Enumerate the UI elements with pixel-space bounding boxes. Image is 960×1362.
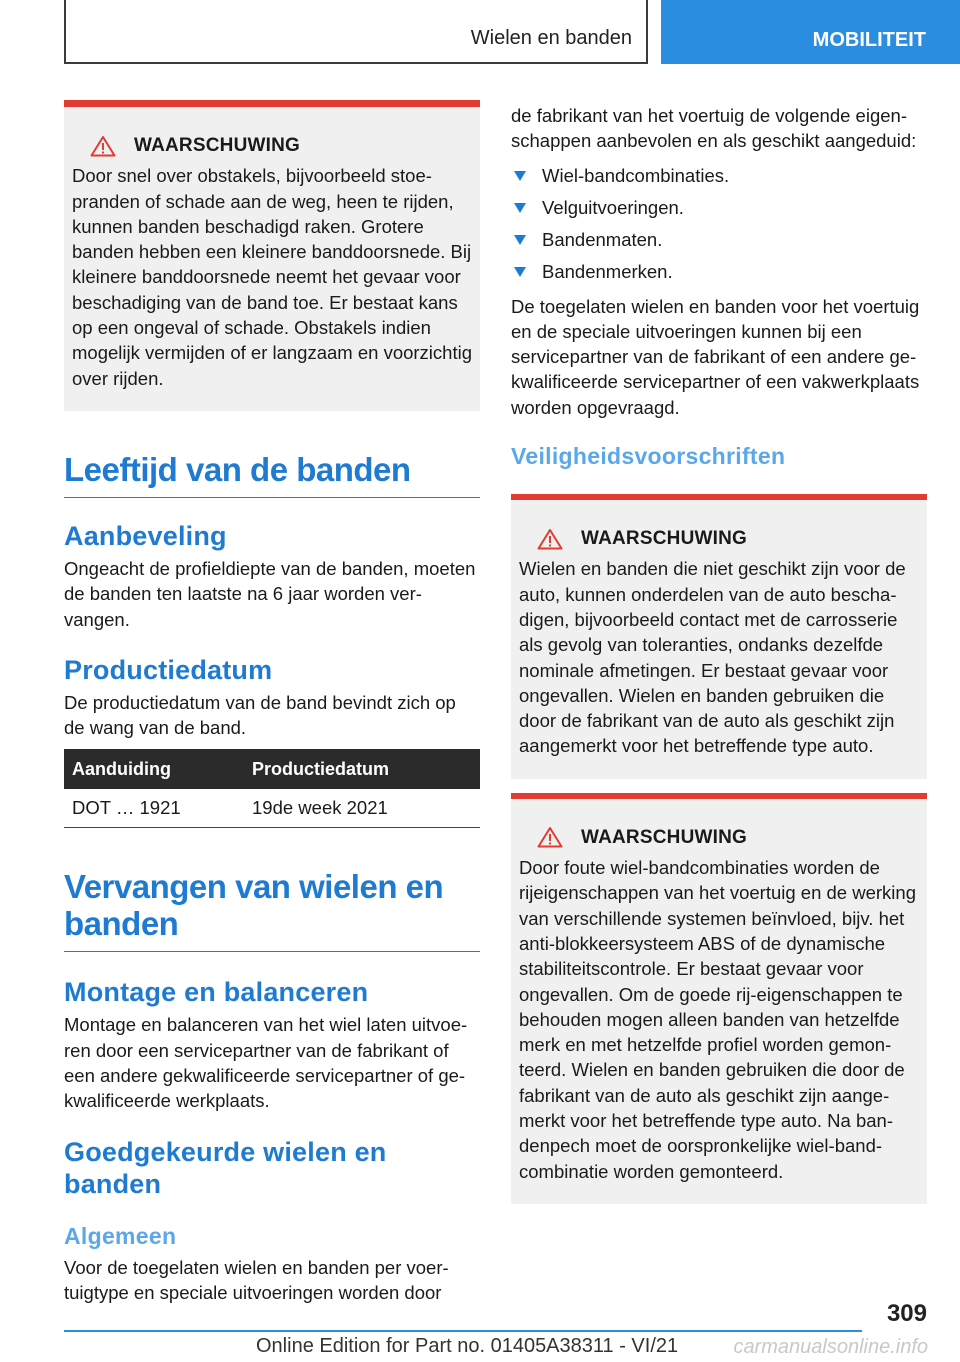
triangle-bullet-icon [514, 171, 526, 181]
triangle-bullet-icon [514, 203, 526, 213]
warning-triangle-icon [90, 135, 116, 157]
right-column [511, 103, 927, 1204]
section-title-replacement: Vervangen van wielen en banden [64, 868, 480, 952]
recommendation-text: Ongeacht de profieldiepte van de banden, moeten de banden ten laatste na 6 jaar worden vervangen. [64, 557, 476, 630]
watermark-text: carmanualsonline.info [733, 1336, 928, 1358]
mounting-text: Montage en balanceren van het wiel laten uitvoeren door een servicepartner van de fabrikant of een andere gekwalificeerde servicepartner of gekwalificeerde werkplaats. [64, 1014, 468, 1112]
warning-triangle-icon [537, 826, 563, 848]
triangle-bullet-icon [514, 267, 526, 277]
warning-text: Wielen en banden die niet geschikt zijn voor de auto, kunnen onderdelen van de auto beschadigen, bijvoorbeeld contact met de carrosserie als gevolg van toleranties, ondanks dezelfde nominale afmetingen. Er bestaat gevaar voor ongevallen. Wielen en banden gebruiken die door de fabrikant van de auto als geschikt zijn aangemerkt voor het betreffende type auto. [519, 558, 906, 757]
table-header-cell: Productiedatum [244, 749, 480, 789]
warning-box [64, 100, 480, 411]
page-number: 309 [886, 1300, 927, 1327]
production-date-table [64, 749, 480, 828]
warning-text: Door snel over obstakels, bijvoorbeeld stoepranden of schade aan de weg, heen te rijden, kunnen banden beschadigd raken. Grotere banden hebben een kleinere banddoorsnede. Bij kleinere banddoorsnede neemt het gevaar voor beschadiging van de band toe. Er bestaat kans op een ongeval of schade. Obstakels indien mogelijk vermijden of er langzaam en voorzichtig over rijden. [72, 165, 472, 389]
warning-title: WAARSCHUWING [581, 826, 747, 848]
header-chapter-title: MOBILITEIT [812, 29, 926, 51]
table-cell: 19de week 2021 [244, 789, 480, 828]
warning-box [511, 793, 927, 1204]
list-item: Wiel-bandcombinaties. [511, 160, 927, 192]
table-cell: DOT … 1921 [64, 789, 244, 828]
intro-text: de fabrikant van het voertuig de volgende eigenschappen aanbevolen en als geschikt aangeduid: [511, 105, 917, 152]
table-header-cell: Aanduiding [64, 749, 244, 789]
table-row [64, 789, 480, 828]
warning-title: WAARSCHUWING [134, 135, 300, 156]
triangle-bullet-icon [514, 235, 526, 245]
header-section-title: Wielen en banden [470, 27, 632, 49]
warning-title: WAARSCHUWING [581, 528, 747, 550]
list-item: Velguitvoeringen. [511, 192, 927, 224]
list-item: Bandenmerken. [511, 256, 927, 288]
property-list [511, 160, 927, 288]
subsection-title-safety: Veiligheidsvoorschriften [511, 443, 786, 470]
footer-edition-text: Online Edition for Part no. 01405A38311 - VI/21 [256, 1335, 679, 1357]
production-date-text: De productiedatum van de band bevindt zich op de wang van de band. [64, 691, 456, 739]
section-title-tire-age: Leeftijd van de banden [64, 451, 480, 498]
subsection-title-approved: Goedgekeurde wielen en banden [64, 1136, 387, 1199]
list-item: Bandenmaten. [511, 224, 927, 256]
footer-divider [64, 1330, 862, 1332]
subsection-title-recommendation: Aanbeveling [64, 520, 227, 551]
warning-text: Door foute wiel-bandcombinaties worden de rijeigenschappen van het voertuig en de werking van verschillende systemen beïnvloed, bijv. het anti-blokkeersysteem ABS of de dynamische stabiliteitscontrole. Er bestaat gevaar voor ongevallen. Om de goede rij-eigenschappen te behouden mogen alleen banden van hetzelfde merk en met hetzelfde profiel worden gemonteerd. Wielen en banden gebruiken die door de fabrikant van de auto als geschikt zijn aangemerkt voor het betreffende type auto. Na bandenpech moet de oorspronkelijke wiel-bandcombinatie worden gemonteerd. [519, 857, 916, 1182]
subsection-title-general: Algemeen [64, 1222, 177, 1249]
left-column [64, 100, 480, 1305]
header-chapter-tab [661, 0, 960, 64]
table-header-row [64, 749, 480, 789]
general-text: Voor de toegelaten wielen en banden per voertuigtype en speciale uitvoeringen worden door [64, 1256, 449, 1303]
warning-box [511, 494, 927, 779]
subsection-title-production-date: Productiedatum [64, 654, 273, 685]
subsection-title-mounting: Montage en balanceren [64, 977, 369, 1008]
warning-triangle-icon [537, 528, 563, 550]
availability-text: De toegelaten wielen en banden voor het voertuig en de speciale uitvoeringen kunnen bij een servicepartner van de fabrikant of een andere gekwalificeerde servicepartner of een vakwerkplaats worden opgevraagd. [511, 295, 920, 418]
header-section-box [64, 0, 648, 64]
